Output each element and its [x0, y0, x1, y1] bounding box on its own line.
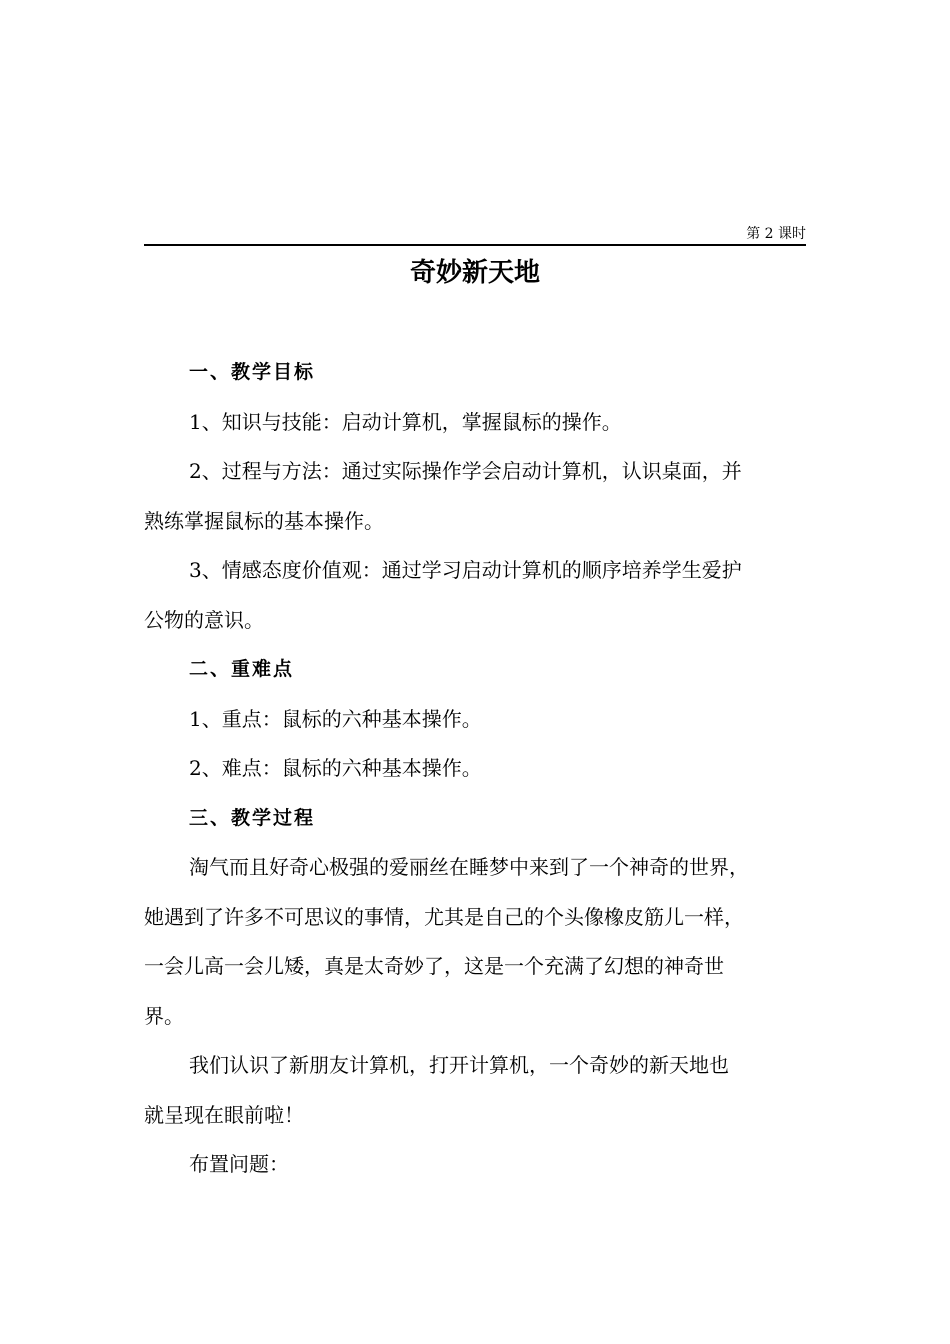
process-paragraph-3: 布置问题： [189, 1152, 289, 1176]
process-paragraph-2-line-1: 我们认识了新朋友计算机，打开计算机，一个奇妙的新天地也 [189, 1053, 729, 1077]
lesson-number: 第 2 课时 [746, 226, 806, 242]
section-heading-key-points: 二、重难点 [189, 658, 295, 680]
page-header [144, 224, 806, 246]
process-paragraph-1-line-4: 界。 [144, 1003, 184, 1028]
process-paragraph-2-line-2: 就呈现在眼前啦！ [144, 1102, 304, 1127]
process-paragraph-1-line-3: 一会儿高一会儿矮，真是太奇妙了，这是一个充满了幻想的神奇世 [144, 954, 724, 978]
objective-item-2-line-1: 2、过程与方法：通过实际操作学会启动计算机，认识桌面，并 [189, 459, 742, 483]
objective-item-2-line-2: 熟练掌握鼠标的基本操作。 [144, 508, 384, 533]
key-point-item-1: 1、重点：鼠标的六种基本操作。 [189, 706, 482, 731]
process-paragraph-1-line-2: 她遇到了许多不可思议的事情，尤其是自己的个头像橡皮筋儿一样， [144, 904, 744, 929]
key-point-item-2: 2、难点：鼠标的六种基本操作。 [189, 756, 482, 780]
objective-item-3-line-2: 公物的意识。 [144, 607, 264, 632]
page-title: 奇妙新天地 [409, 258, 540, 288]
section-heading-process: 三、教学过程 [189, 806, 316, 829]
objective-item-1: 1、知识与技能：启动计算机，掌握鼠标的操作。 [189, 409, 622, 434]
document-body [144, 348, 806, 1190]
objective-item-3-line-1: 3、情感态度价值观：通过学习启动计算机的顺序培养学生爱护 [189, 558, 742, 582]
section-heading-objectives: 一、教学目标 [189, 361, 316, 383]
process-paragraph-1-line-1: 淘气而且好奇心极强的爱丽丝在睡梦中来到了一个神奇的世界， [189, 855, 749, 879]
